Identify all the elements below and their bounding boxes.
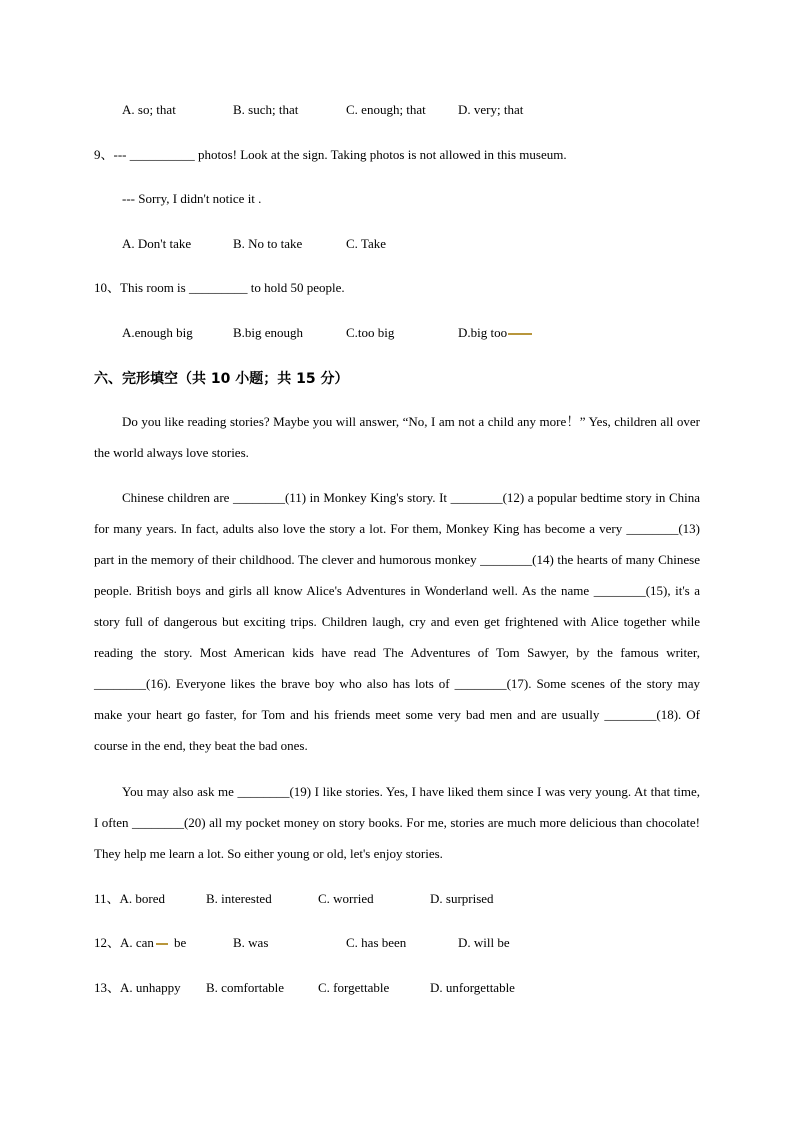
annotation-mark xyxy=(156,943,168,945)
q9-option-b: B. No to take xyxy=(233,236,303,251)
q12-option-d: D. will be xyxy=(458,935,510,950)
q9-option-c: C. Take xyxy=(346,236,387,251)
q10-option-b: B.big enough xyxy=(233,325,304,340)
q8-option-a: A. so; that xyxy=(122,102,176,117)
passage-paragraph-1: Do you like reading stories? Maybe you will answer, “No, I am not a child any more！” Yes, children all over the world always love stories. xyxy=(94,414,700,460)
passage-paragraph-2: Chinese children are ________(11) in Monkey King's story. It ________(12) a popular bedtime story in China for many years. In fact, adults also love the story a lot. For them, Monkey King has become a very ________(13) part in the memory of their childhood. The clever and humorous monkey ________(14) the hearts of many Chinese people. British boys and girls all know Alice's Adventures in Wonderland well. As the name ________(15), it's a story full of dangerous but exciting trips. Children laugh, cry and even get frightened with Alice together while reading the story. Most American kids have read The Adventures of Tom Sawyer, by the famous writer, ________(16). Everyone likes the brave boy who also has lots of ________(17). Some scenes of the story may make your heart go faster, for Tom and his friends meet some very bad men and are usually ________(18). Of course in the end, they beat the bad ones. xyxy=(94,490,700,753)
section-heading: 六、完形填空（共 10 小题；共 15 分） xyxy=(94,371,349,387)
q10-question: 10、This room is _________ to hold 50 people. xyxy=(94,280,345,295)
annotation-mark xyxy=(508,333,532,335)
q12-option-a xyxy=(94,934,186,952)
q10-option-d xyxy=(458,324,532,342)
q10-option-c: C.too big xyxy=(346,325,395,340)
q10-option-d-text: D.big too xyxy=(458,325,508,340)
q12-option-c: C. has been xyxy=(346,935,407,950)
q8-option-b: B. such; that xyxy=(233,102,299,117)
q9-option-a: A. Don't take xyxy=(122,236,192,251)
q12-option-b: B. was xyxy=(233,935,269,950)
q11-option-c: C. worried xyxy=(318,891,374,906)
passage-paragraph-3: You may also ask me ________(19) I like stories. Yes, I have liked them since I was very young. At that time, I often ________(20) all my pocket money on story books. For me, stories are much more delicious than chocolate! They help me learn a lot. So either young or old, let's enjoy stories. xyxy=(94,784,700,861)
q10-option-a: A.enough big xyxy=(122,325,193,340)
q9-question: 9、--- __________ photos! Look at the sign. Taking photos is not allowed in this museum. xyxy=(94,147,567,162)
q13-option-c: C. forgettable xyxy=(318,980,390,995)
q12-option-a-text-2: be xyxy=(173,935,187,950)
q13-option-a: 13、A. unhappy xyxy=(94,980,181,995)
q12-option-a-text: 12、A. can xyxy=(94,935,154,950)
q8-option-d: D. very; that xyxy=(458,102,524,117)
q13-option-d: D. unforgettable xyxy=(430,980,515,995)
q11-option-a: 11、A. bored xyxy=(94,891,166,906)
q11-option-d: D. surprised xyxy=(430,891,494,906)
q11-option-b: B. interested xyxy=(206,891,272,906)
q8-option-c: C. enough; that xyxy=(346,102,426,117)
q13-option-b: B. comfortable xyxy=(206,980,284,995)
q9-reply: --- Sorry, I didn't notice it . xyxy=(122,191,262,206)
